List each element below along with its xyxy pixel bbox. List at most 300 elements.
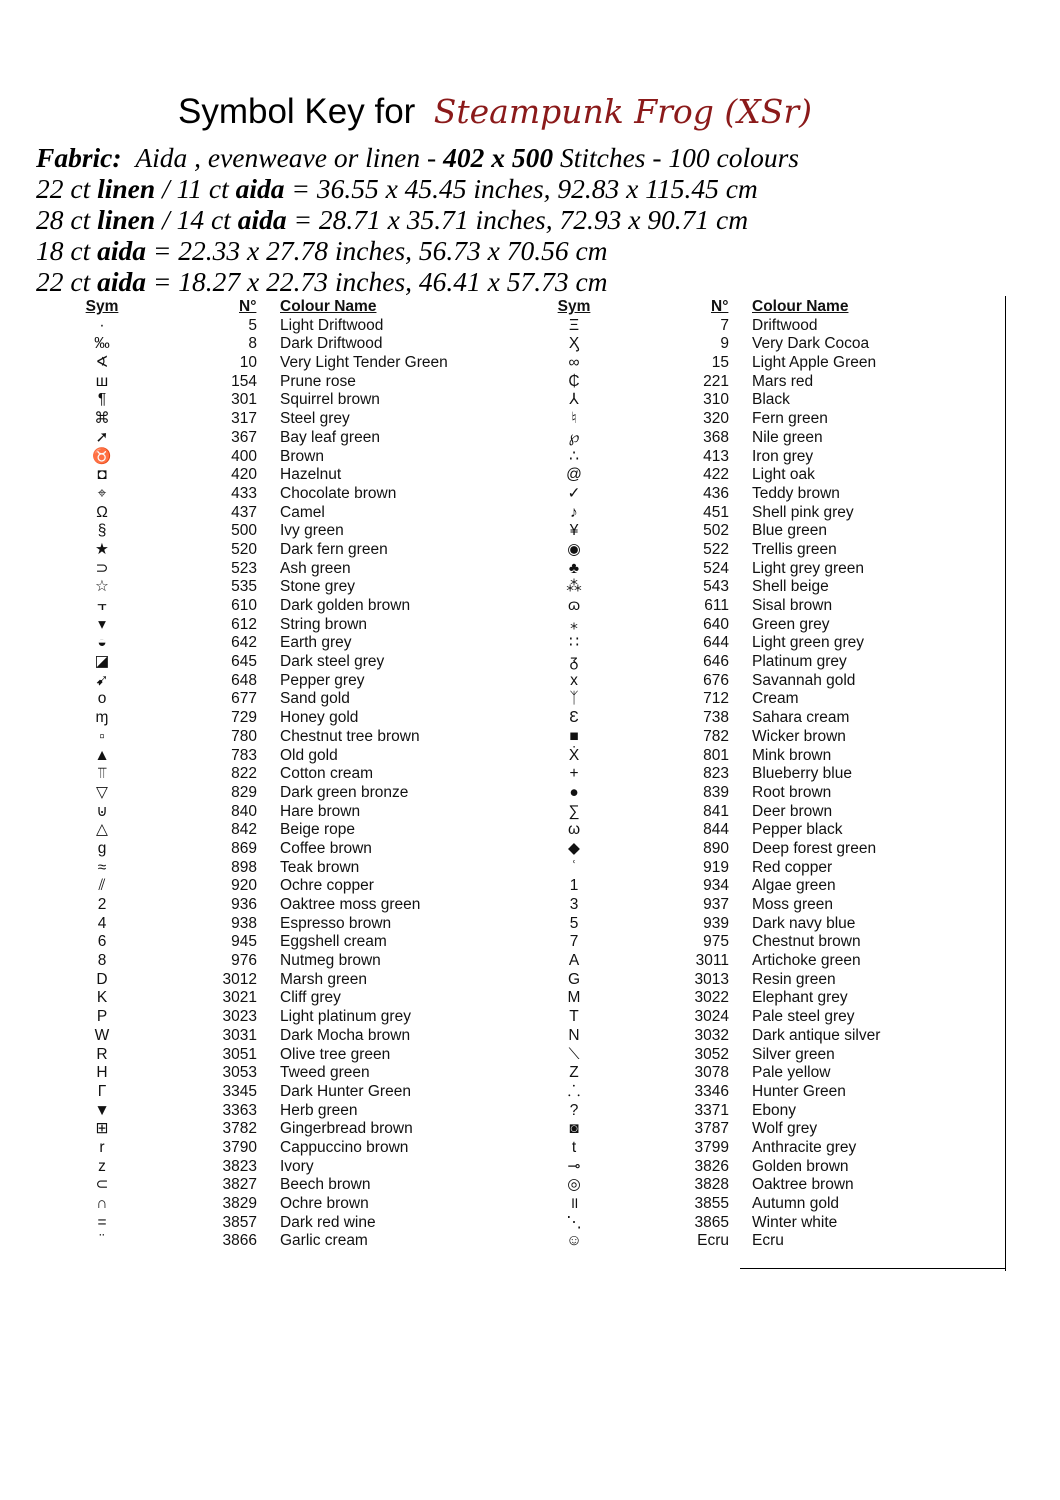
- colour-name-cell: Black: [752, 391, 790, 409]
- colour-name-cell: Dark fern green: [280, 540, 388, 558]
- number-cell: 3011: [695, 952, 729, 970]
- colour-name-cell: Oaktree brown: [752, 1176, 854, 1194]
- number-cell: 823: [703, 765, 729, 783]
- symbol-cell: ▲: [94, 746, 110, 764]
- symbol-cell: Ẋ: [568, 746, 580, 764]
- colour-name-cell: Chestnut tree brown: [280, 727, 420, 745]
- colour-name-cell: Light platinum grey: [280, 1008, 411, 1026]
- colour-name-cell: Cliff grey: [280, 989, 341, 1007]
- symbol-cell: ⌖: [97, 484, 107, 502]
- number-cell: 780: [231, 727, 257, 745]
- number-cell: 8: [248, 335, 257, 353]
- symbol-cell: ♣: [568, 559, 580, 577]
- symbol-cell: ·: [99, 316, 105, 334]
- colour-name-cell: Oaktree moss green: [280, 896, 421, 913]
- number-cell: 433: [231, 484, 257, 502]
- colour-name-cell: Deer brown: [752, 802, 833, 820]
- number-cell: 522: [703, 540, 729, 558]
- number-cell: 829: [231, 783, 257, 801]
- symbol-cell: ⫟: [97, 597, 107, 614]
- colour-name-cell: Espresso brown: [280, 914, 392, 932]
- colour-name-cell: Sahara cream: [752, 709, 850, 727]
- symbol-cell: 2: [97, 896, 107, 913]
- symbol-cell: =: [97, 1213, 107, 1231]
- symbol-cell: ⊍: [96, 802, 108, 820]
- number-cell: 3826: [694, 1157, 729, 1175]
- number-cell: 646: [703, 653, 729, 671]
- number-cell: 3023: [222, 1008, 257, 1026]
- size-b1: aida: [97, 266, 146, 297]
- colour-name-cell: Cappuccino brown: [280, 1138, 409, 1156]
- symbol-cell: ▫: [99, 727, 105, 745]
- symbol-cell: T: [569, 1008, 579, 1026]
- symbol-cell: M: [567, 989, 581, 1007]
- size-rest: = 28.71 x 35.71 inches, 72.93 x 90.71 cm: [286, 204, 749, 235]
- colour-name-cell: Prune rose: [280, 372, 356, 390]
- colour-name-cell: Winter white: [752, 1213, 838, 1231]
- number-cell: 936: [231, 896, 257, 913]
- number-cell: 3024: [694, 1008, 729, 1026]
- number-cell: 422: [703, 466, 729, 484]
- colour-name-cell: Very Light Tender Green: [280, 354, 448, 372]
- symbol-cell: ∞: [568, 354, 580, 372]
- colour-name-cell: Iron grey: [752, 447, 814, 465]
- symbol-cell: H: [96, 1064, 108, 1082]
- colour-name-cell: Trellis green: [752, 540, 837, 558]
- size-line: [36, 173, 799, 204]
- colour-name-cell: Coffee brown: [280, 839, 372, 857]
- number-cell: 937: [703, 896, 729, 913]
- symbol-cell: §: [97, 522, 107, 540]
- symbol-cell: ‰: [94, 335, 110, 353]
- size-mid: / 11 ct: [155, 173, 236, 204]
- symbol-cell: Γ: [97, 1082, 107, 1100]
- symbol-cell: g: [97, 839, 107, 857]
- size-pre: 22 ct: [36, 266, 98, 297]
- number-cell: 524: [703, 559, 729, 577]
- colour-name-cell: Platinum grey: [752, 653, 847, 671]
- number-cell: 154: [231, 372, 257, 390]
- number-cell: 890: [703, 839, 729, 857]
- number-cell: 3799: [694, 1138, 729, 1156]
- number-cell: 782: [703, 727, 729, 745]
- size-rest: = 36.55 x 45.45 inches, 92.83 x 115.45 cm: [284, 173, 758, 204]
- number-cell: 729: [231, 709, 257, 727]
- symbol-cell: 7: [569, 933, 579, 951]
- number-cell: 3346: [694, 1082, 729, 1100]
- colour-name-cell: Algae green: [752, 877, 836, 895]
- symbol-cell: N: [568, 1026, 580, 1044]
- symbol-cell: D: [96, 970, 108, 988]
- number-cell: 939: [703, 914, 729, 932]
- colour-name-cell: Mink brown: [752, 746, 832, 764]
- number-cell: 3363: [222, 1101, 257, 1119]
- size-pre: 28 ct: [36, 204, 98, 235]
- colour-name-cell: Brown: [280, 447, 324, 465]
- size-mid: / 14 ct: [155, 204, 238, 235]
- symbol-cell: ◙: [569, 1120, 579, 1138]
- right-divider: [1005, 296, 1006, 1271]
- symbol-cell: ◪: [94, 653, 110, 671]
- symbol-cell: ⸫: [567, 1082, 581, 1100]
- number-cell: 523: [231, 559, 257, 577]
- size-line: [36, 204, 799, 235]
- symbol-cell: ɷ: [567, 597, 581, 614]
- symbol-cell: 1: [569, 877, 579, 895]
- number-cell: 645: [231, 653, 257, 671]
- size-b1: linen: [97, 204, 156, 235]
- pattern-name: Steampunk Frog (XSr): [433, 92, 813, 131]
- colour-name-cell: Garlic cream: [280, 1232, 368, 1250]
- colour-name-cell: Blueberry blue: [752, 765, 852, 783]
- colour-name-cell: Ash green: [280, 559, 351, 577]
- colour-name-cell: Bay leaf green: [280, 428, 380, 446]
- symbol-cell: ★: [95, 540, 109, 558]
- number-cell: 3032: [694, 1026, 729, 1044]
- symbol-cell: ☺: [566, 1232, 582, 1250]
- symbol-cell: ¥: [569, 522, 579, 540]
- symbol-cell: t: [571, 1138, 577, 1156]
- colour-name-cell: Gingerbread brown: [280, 1120, 413, 1138]
- number-cell: 783: [231, 746, 257, 764]
- colour-name-cell: Elephant grey: [752, 989, 848, 1007]
- colour-name-cell: Resin green: [752, 970, 836, 988]
- colour-name-cell: Moss green: [752, 896, 833, 913]
- colour-name-cell: Olive tree green: [280, 1045, 391, 1063]
- symbol-cell: o: [97, 690, 107, 708]
- header-num: N°: [711, 298, 729, 315]
- number-cell: 975: [703, 933, 729, 951]
- number-cell: 221: [703, 372, 729, 390]
- symbol-cell: ⁎: [570, 615, 578, 633]
- fabric-desc: Aida , evenweave or linen -: [135, 142, 444, 173]
- number-cell: 437: [231, 503, 257, 521]
- colour-name-cell: Ochre brown: [280, 1195, 369, 1212]
- symbol-cell: ᵹ: [569, 653, 579, 671]
- number-cell: 3865: [694, 1213, 729, 1231]
- number-cell: 543: [703, 578, 729, 596]
- number-cell: 367: [231, 428, 257, 446]
- size-pre: 22 ct: [36, 173, 98, 204]
- number-cell: 3828: [694, 1176, 729, 1194]
- symbol-cell: ⟍: [568, 1045, 580, 1063]
- symbol-cell: ☆: [95, 578, 109, 596]
- number-cell: 3866: [222, 1232, 257, 1250]
- number-cell: 677: [231, 690, 257, 708]
- number-cell: 3053: [222, 1064, 257, 1082]
- number-cell: 15: [711, 354, 729, 372]
- colour-name-cell: Hazelnut: [280, 466, 342, 484]
- number-cell: 10: [239, 354, 257, 372]
- symbol-cell: @: [566, 466, 582, 484]
- number-cell: 535: [231, 578, 257, 596]
- symbol-cell: ω: [567, 821, 581, 839]
- symbol-cell: ⅄: [569, 391, 579, 409]
- fabric-size: 402 x 500: [443, 142, 554, 173]
- fabric-info: [36, 142, 799, 297]
- symbol-cell: ⋱: [566, 1213, 582, 1231]
- size-line: [36, 266, 799, 297]
- size-line: [36, 235, 799, 266]
- symbol-cell: Z: [569, 1064, 579, 1082]
- number-cell: 368: [703, 428, 729, 446]
- number-cell: 919: [703, 858, 729, 876]
- symbol-cell: W: [94, 1026, 110, 1044]
- symbol-cell: ◉: [567, 540, 581, 558]
- colour-name-cell: Light green grey: [752, 634, 865, 652]
- number-cell: 934: [703, 877, 729, 895]
- symbol-cell: ?: [569, 1101, 579, 1119]
- colour-name-cell: Nile green: [752, 428, 823, 446]
- symbol-cell: ∩: [96, 1195, 108, 1212]
- symbol-cell: ▾: [98, 615, 106, 633]
- colour-name-cell: Dark red wine: [280, 1213, 376, 1231]
- size-b2: aida: [237, 204, 287, 235]
- colour-name-cell: Stone grey: [280, 578, 355, 596]
- symbol-cell: 6: [97, 933, 107, 951]
- colour-name-cell: Very Dark Cocoa: [752, 335, 870, 353]
- symbol-cell: P: [96, 1008, 108, 1026]
- number-cell: 413: [703, 447, 729, 465]
- number-cell: 839: [703, 783, 729, 801]
- colour-name-cell: Driftwood: [752, 316, 818, 334]
- symbol-cell: ◎: [567, 1176, 581, 1194]
- symbol-cell: ♉: [92, 447, 112, 465]
- symbol-cell: ●: [569, 783, 579, 801]
- number-cell: 3829: [222, 1195, 257, 1212]
- number-cell: 822: [231, 765, 257, 783]
- number-cell: 642: [231, 634, 257, 652]
- number-cell: 500: [231, 522, 257, 540]
- symbol-cell: ⁂: [566, 578, 582, 596]
- number-cell: Ecru: [697, 1232, 729, 1250]
- number-cell: 5: [248, 316, 257, 334]
- number-cell: 3031: [222, 1026, 257, 1044]
- colour-name-cell: Savannah gold: [752, 671, 856, 689]
- symbol-cell: ■: [569, 727, 579, 745]
- number-cell: 3787: [694, 1120, 729, 1138]
- number-cell: 520: [231, 540, 257, 558]
- number-cell: 317: [231, 410, 257, 428]
- symbol-cell: ∷: [569, 634, 579, 652]
- colour-name-cell: Dark navy blue: [752, 914, 856, 932]
- size-b2: aida: [235, 173, 285, 204]
- colour-name-cell: Dark golden brown: [280, 597, 411, 614]
- colour-name-cell: Chestnut brown: [752, 933, 861, 951]
- symbol-cell: +: [569, 765, 579, 783]
- colour-name-cell: Earth grey: [280, 634, 352, 652]
- colour-name-cell: Light oak: [752, 466, 815, 484]
- colour-name-cell: Ochre copper: [280, 877, 374, 895]
- colour-name-cell: Wolf grey: [752, 1120, 818, 1138]
- symbol-cell: ¶: [97, 391, 107, 409]
- colour-name-cell: Fern green: [752, 410, 828, 428]
- number-cell: 801: [703, 746, 729, 764]
- colour-name-cell: Eggshell cream: [280, 933, 387, 951]
- number-cell: 644: [703, 634, 729, 652]
- colour-name-cell: Pepper black: [752, 821, 843, 839]
- number-cell: 898: [231, 858, 257, 876]
- number-cell: 840: [231, 802, 257, 820]
- colour-name-cell: Squirrel brown: [280, 391, 380, 409]
- colour-name-cell: Steel grey: [280, 410, 350, 428]
- colour-name-cell: Anthracite grey: [752, 1138, 857, 1156]
- number-cell: 502: [703, 522, 729, 540]
- symbol-cell: ≈: [97, 858, 107, 876]
- number-cell: 842: [231, 821, 257, 839]
- symbol-cell: ш: [95, 372, 109, 390]
- symbol-cell: A: [568, 952, 580, 970]
- number-cell: 3790: [222, 1138, 257, 1156]
- fabric-rest: Stitches - 100 colours: [553, 142, 800, 173]
- symbol-cell: ⫪: [97, 765, 107, 783]
- colour-name-cell: Camel: [280, 503, 325, 521]
- number-cell: 920: [231, 877, 257, 895]
- symbol-cell: Ӽ: [568, 335, 580, 353]
- colour-name-cell: Red copper: [752, 858, 833, 876]
- number-cell: 3371: [694, 1101, 729, 1119]
- number-cell: 3051: [222, 1045, 257, 1063]
- symbol-cell: ⊃: [95, 559, 109, 577]
- number-cell: 938: [231, 914, 257, 932]
- colour-name-cell: Chocolate brown: [280, 484, 397, 502]
- colour-name-cell: Beech brown: [280, 1176, 371, 1194]
- symbol-cell: ⊞: [95, 1120, 109, 1138]
- symbol-cell: ℘: [568, 428, 580, 446]
- symbol-cell: ▽: [96, 783, 108, 801]
- number-cell: 3827: [222, 1176, 257, 1194]
- colour-name-cell: Deep forest green: [752, 839, 877, 857]
- colour-name-cell: Sand gold: [280, 690, 350, 708]
- colour-name-cell: Teak brown: [280, 858, 360, 876]
- symbol-cell: △: [96, 821, 108, 839]
- colour-name-cell: Silver green: [752, 1045, 835, 1063]
- colour-name-cell: Wicker brown: [752, 727, 846, 745]
- number-cell: 3855: [694, 1195, 729, 1212]
- number-cell: 844: [703, 821, 729, 839]
- size-rest: = 18.27 x 22.73 inches, 46.41 x 57.73 cm: [146, 266, 608, 297]
- number-cell: 3021: [222, 989, 257, 1007]
- number-cell: 3013: [694, 970, 729, 988]
- colour-name-cell: Ivy green: [280, 522, 344, 540]
- symbol-cell: K: [96, 989, 108, 1007]
- symbol-cell: ॥: [569, 1195, 579, 1212]
- symbol-cell: Ξ: [568, 316, 580, 334]
- number-cell: 3022: [694, 989, 729, 1007]
- symbol-cell: Ɛ: [569, 709, 579, 727]
- symbol-cell: ɱ: [95, 709, 109, 727]
- colour-name-cell: Mars red: [752, 372, 814, 390]
- symbol-cell: 3: [569, 896, 579, 913]
- colour-name-cell: Old gold: [280, 746, 338, 764]
- number-cell: 612: [231, 615, 257, 633]
- colour-name-cell: Pale steel grey: [752, 1008, 855, 1026]
- symbol-cell: ✓: [567, 484, 581, 502]
- size-rest: = 22.33 x 27.78 inches, 56.73 x 70.56 cm: [146, 235, 608, 266]
- symbol-cell: ∴: [569, 447, 579, 465]
- symbol-cell: ᛉ: [569, 690, 579, 708]
- colour-name-cell: Sisal brown: [752, 597, 833, 614]
- number-cell: 610: [231, 597, 257, 614]
- number-cell: 3782: [222, 1120, 257, 1138]
- number-cell: 945: [231, 933, 257, 951]
- number-cell: 400: [231, 447, 257, 465]
- number-cell: 9: [720, 335, 729, 353]
- number-cell: 869: [231, 839, 257, 857]
- symbol-cell: ⊸: [567, 1157, 581, 1175]
- number-cell: 420: [231, 466, 257, 484]
- symbol-cell: 4: [97, 914, 107, 932]
- colour-name-cell: Hunter Green: [752, 1082, 846, 1100]
- number-cell: 7: [720, 316, 729, 334]
- number-cell: 976: [231, 952, 257, 970]
- colour-name-cell: Golden brown: [752, 1157, 849, 1175]
- symbol-cell: ➚: [95, 428, 109, 446]
- number-cell: 712: [703, 690, 729, 708]
- colour-name-cell: Dark antique silver: [752, 1026, 881, 1044]
- colour-name-cell: Light grey green: [752, 559, 865, 577]
- symbol-cell: ⊂: [95, 1176, 109, 1194]
- number-cell: 3857: [222, 1213, 257, 1231]
- symbol-cell: r: [99, 1138, 105, 1156]
- symbol-cell: ➹: [95, 671, 109, 689]
- colour-name-cell: Pepper grey: [280, 671, 365, 689]
- bottom-divider: [740, 1268, 1006, 1269]
- number-cell: 3345: [222, 1082, 257, 1100]
- number-cell: 738: [703, 709, 729, 727]
- size-pre: 18 ct: [36, 235, 98, 266]
- symbol-cell: 5: [569, 914, 579, 932]
- header-sym: Sym: [557, 298, 591, 315]
- header-num: N°: [239, 298, 257, 315]
- fabric-line: [36, 142, 799, 173]
- size-b1: aida: [97, 235, 146, 266]
- colour-name-cell: Shell beige: [752, 578, 829, 596]
- symbol-cell: ∑: [568, 802, 580, 820]
- colour-name-cell: Dark Mocha brown: [280, 1026, 411, 1044]
- symbol-cell: ◒: [97, 634, 107, 652]
- title-prefix: Symbol Key for: [178, 92, 416, 131]
- number-cell: 3012: [222, 970, 257, 988]
- number-cell: 320: [703, 410, 729, 428]
- colour-name-cell: Beige rope: [280, 821, 355, 839]
- number-cell: 3052: [694, 1045, 729, 1063]
- page-title: [178, 92, 812, 132]
- colour-name-cell: Root brown: [752, 783, 832, 801]
- symbol-cell: Ω: [96, 503, 108, 521]
- number-cell: 648: [231, 671, 257, 689]
- colour-name-cell: Dark steel grey: [280, 653, 385, 671]
- size-b1: linen: [97, 173, 156, 204]
- header-name: Colour Name: [280, 298, 377, 315]
- colour-name-cell: Ebony: [752, 1101, 796, 1119]
- colour-name-cell: Light Apple Green: [752, 354, 877, 372]
- colour-name-cell: Tweed green: [280, 1064, 370, 1082]
- number-cell: 436: [703, 484, 729, 502]
- number-cell: 676: [703, 671, 729, 689]
- colour-name-cell: Autumn gold: [752, 1195, 840, 1212]
- number-cell: 310: [703, 391, 729, 409]
- colour-name-cell: Dark Hunter Green: [280, 1082, 411, 1100]
- symbol-cell: ⫽: [98, 877, 106, 895]
- colour-name-cell: Herb green: [280, 1101, 358, 1119]
- fabric-label: Fabric:: [36, 142, 122, 173]
- symbol-cell: x: [570, 671, 578, 689]
- colour-name-cell: Artichoke green: [752, 952, 861, 970]
- symbol-cell: z: [98, 1157, 106, 1175]
- colour-name-cell: Nutmeg brown: [280, 952, 381, 970]
- symbol-cell: ◘: [97, 466, 107, 484]
